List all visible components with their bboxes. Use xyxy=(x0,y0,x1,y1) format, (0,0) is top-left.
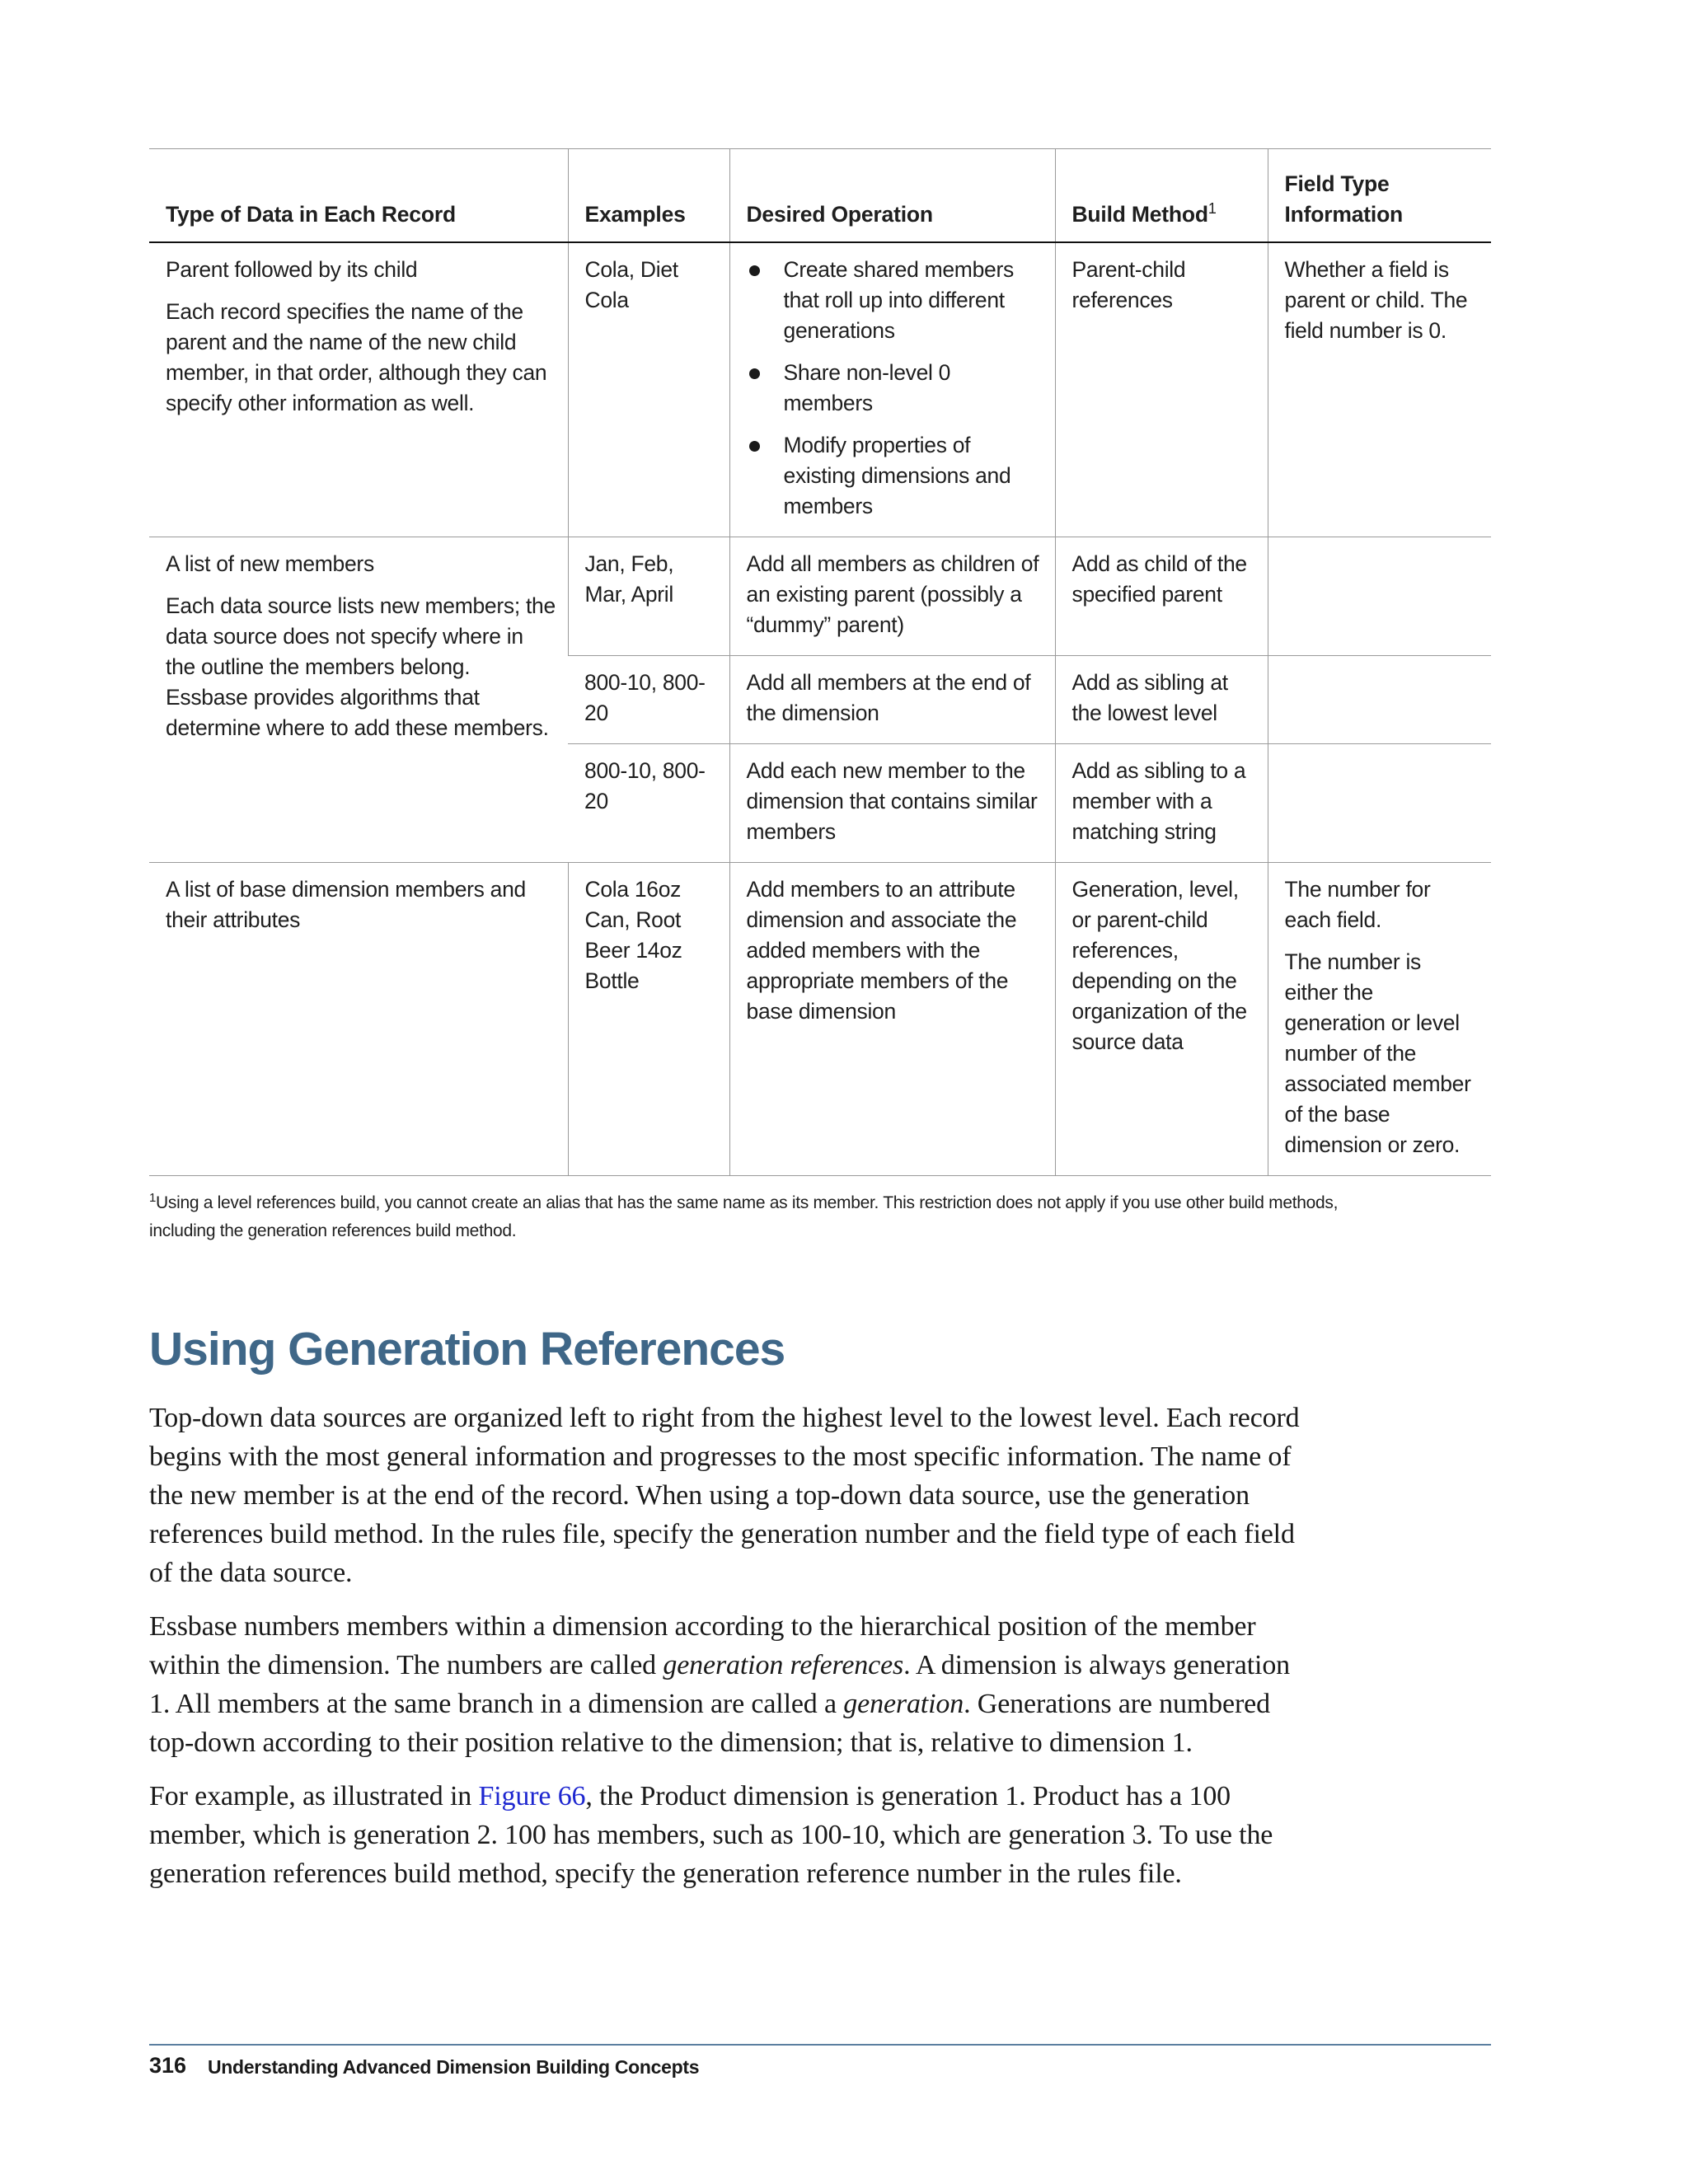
page-number: 316 xyxy=(149,2053,187,2078)
list-item: Modify properties of existing dimensions and members xyxy=(747,430,1043,522)
figure-66-link[interactable]: Figure 66 xyxy=(478,1781,586,1811)
cell-build-method: Add as sibling at the lowest level xyxy=(1055,656,1268,744)
footer-divider xyxy=(149,2044,1491,2046)
bullet-icon xyxy=(749,368,760,379)
cell-desired-operation: Add each new member to the dimension that contains similar members xyxy=(729,744,1055,863)
field-type-line: The number is either the generation or level number of the associated member of the base dimension or zero. xyxy=(1284,949,1471,1157)
footnote-marker: 1 xyxy=(149,1191,157,1205)
cell-desired-operation xyxy=(729,242,1055,537)
cell-desired-operation: Add members to an attribute dimension and associate the added members with the appropriate members of the base dimension xyxy=(729,863,1055,1176)
cell-desired-operation: Add all members at the end of the dimension xyxy=(729,656,1055,744)
field-type-line: The number for each field. xyxy=(1284,877,1431,932)
body-paragraph: For example, as illustrated in Figure 66, the Product dimension is generation 1. Product has a 100 member, which is generation 2. 100 has members, such as 100-10, which are generation 3. To use the generation references build method, specify the generation reference number in the rules file. xyxy=(149,1781,1273,1889)
cell-field-type xyxy=(1268,656,1491,744)
cell-field-type xyxy=(1268,744,1491,863)
operation-bullet-list xyxy=(747,255,1043,522)
cell-examples: 800-10, 800-20 xyxy=(584,758,706,813)
list-item: Share non-level 0 members xyxy=(747,358,1043,419)
footer-chapter-title: Understanding Advanced Dimension Building Concepts xyxy=(208,2056,700,2078)
footnote-marker: 1 xyxy=(1207,200,1217,218)
header-examples: Examples xyxy=(568,149,729,243)
cell-type-of-data xyxy=(149,242,568,537)
section-title: Using Generation References xyxy=(149,1323,785,1376)
cell-examples: 800-10, 800-20 xyxy=(584,670,706,725)
list-item: Create shared members that roll up into different generations xyxy=(747,255,1043,346)
cell-build-method: Add as sibling to a member with a matching string xyxy=(1055,744,1268,863)
table-footnote: $^1$Using a level references build, you cannot create an alias that has the same name as its member. This restriction does not apply if you use other build methods, including the generation references build method. xyxy=(149,1191,1339,1240)
body-paragraph: Top-down data sources are organized left to right from the highest level to the lowest level. Each record begins with the most general information and progresses to the most specific information. The name of the new member is at the end of the record. When using a top-down data source, use the generation references build method. In the rules file, specify the generation number and the field type of each field of the data source. xyxy=(149,1403,1300,1588)
table-row xyxy=(149,863,1491,1176)
type-title: A list of new members xyxy=(166,551,374,576)
header-field-type: Field Type Information xyxy=(1268,149,1491,243)
table-row xyxy=(149,537,1491,656)
term-generation: generation xyxy=(843,1689,964,1719)
cell-type-of-data xyxy=(149,537,568,863)
header-desired-operation: Desired Operation xyxy=(729,149,1055,243)
table-row xyxy=(149,242,1491,537)
cell-field-type xyxy=(1268,537,1491,656)
cell-field-type: Whether a field is parent or child. The field number is 0. xyxy=(1268,242,1491,537)
type-title: Parent followed by its child xyxy=(166,257,418,282)
cell-type-of-data: A list of base dimension members and their attributes xyxy=(166,877,526,932)
type-description: Each record specifies the name of the parent and the name of the new child member, in that order, although they can specify other information as well. xyxy=(166,299,547,415)
body-paragraph: Essbase numbers members within a dimension according to the hierarchical position of the member within the dimension. The numbers are called generation references. A dimension is always generation 1. All members at the same branch in a dimension are called a generation. Generations are numbered top-down according to their position relative to the dimension; that is, relative to dimension 1. xyxy=(149,1611,1291,1758)
cell-desired-operation: Add all members as children of an existing parent (possibly a “dummy” parent) xyxy=(729,537,1055,656)
cell-examples: Cola 16oz Can, Root Beer 14oz Bottle xyxy=(568,863,729,1176)
header-type-of-data: Type of Data in Each Record xyxy=(166,202,456,227)
cell-examples: Cola, Diet Cola xyxy=(568,242,729,537)
bullet-icon xyxy=(749,265,760,276)
header-build-method: Build Method$^1$ xyxy=(1055,149,1268,243)
cell-field-type xyxy=(1268,863,1491,1176)
cell-build-method: Generation, level, or parent-child references, depending on the organization of the source data xyxy=(1055,863,1268,1176)
table-header-row xyxy=(149,149,1491,243)
cell-build-method: Parent-child references xyxy=(1055,242,1268,537)
section-body xyxy=(149,1399,1303,1908)
term-generation-references: generation references xyxy=(663,1650,904,1680)
bullet-icon xyxy=(749,441,760,452)
cell-examples: Jan, Feb, Mar, April xyxy=(568,537,729,656)
type-description: Each data source lists new members; the data source does not specify where in the outline the members belong. Essbase provides algorithms that determine where to add these members. xyxy=(166,593,556,740)
build-methods-table xyxy=(149,148,1491,1176)
cell-build-method: Add as child of the specified parent xyxy=(1055,537,1268,656)
